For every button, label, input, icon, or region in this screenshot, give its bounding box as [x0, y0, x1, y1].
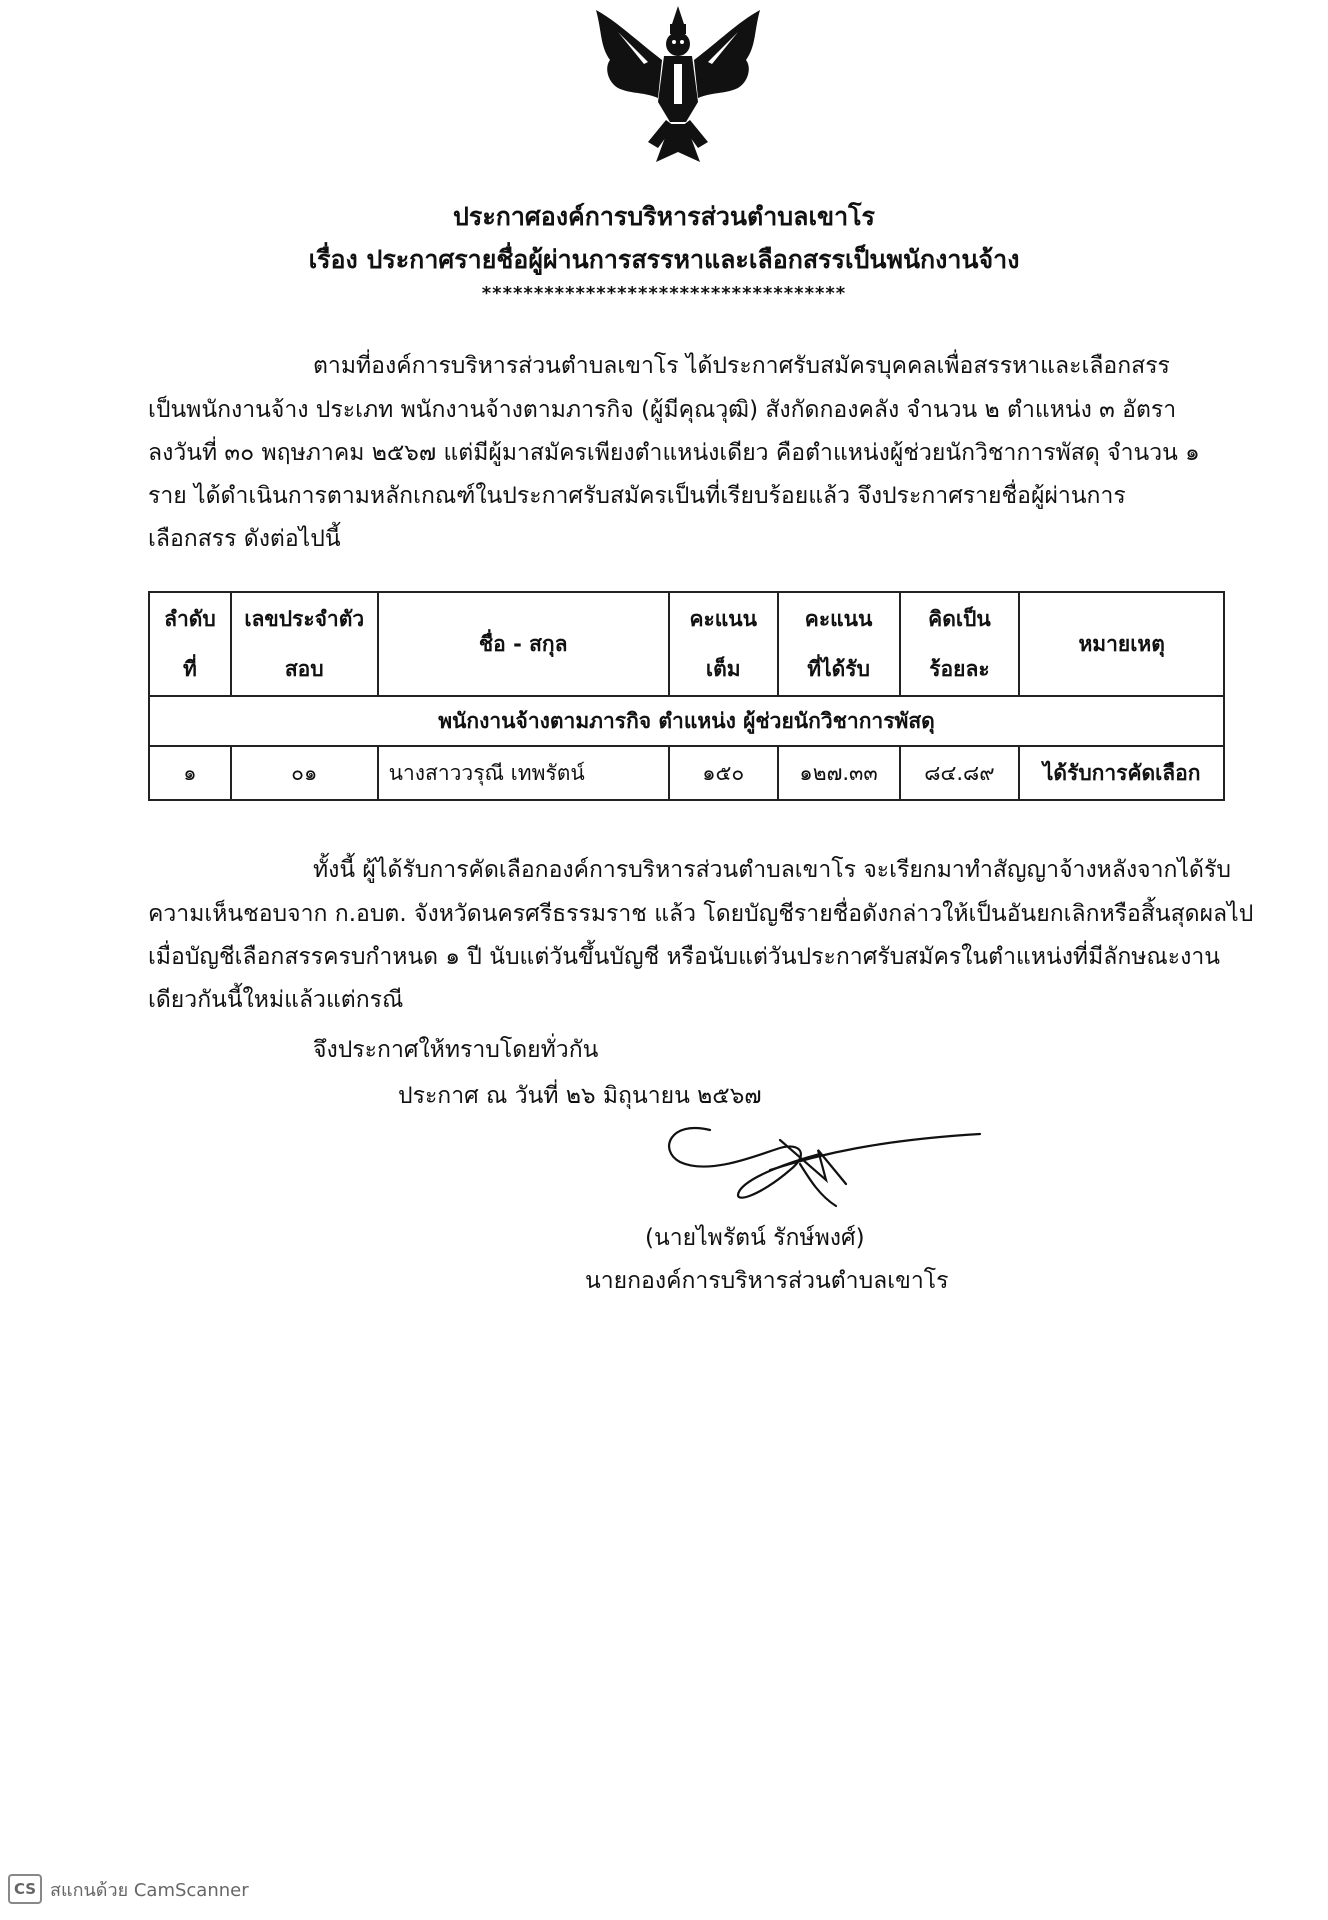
announcement-date: ประกาศ ณ วันที่ ๒๖ มิถุนายน ๒๕๖๗	[398, 1083, 762, 1109]
intro-line-3: ลงวันที่ ๓๐ พฤษภาคม ๒๕๖๗ แต่มีผู้มาสมัครเพียงตำแหน่งเดียว คือตำแหน่งผู้ช่วยนักวิชาการพัสดุ จำนวน ๑	[148, 440, 1200, 466]
header-exam-id	[231, 592, 378, 696]
cell-exam-id: ๐๑	[231, 746, 378, 800]
signer-name: (นายไพรัตน์ รักษ์พงศ์)	[645, 1225, 865, 1251]
header-remark: หมายเหตุ	[1019, 592, 1224, 696]
header-order	[149, 592, 231, 696]
document-subject: เรื่อง ประกาศรายชื่อผู้ผ่านการสรรหาและเลือกสรรเป็นพนักงานจ้าง	[308, 245, 1020, 274]
closing-line-3: เมื่อบัญชีเลือกสรรครบกำหนด ๑ ปี นับแต่วันขึ้นบัญชี หรือนับแต่วันประกาศรับสมัครในตำแหน่งที่มีลักษณะงาน	[148, 944, 1220, 970]
table-header-row	[149, 592, 1224, 696]
intro-line-1: ตามที่องค์การบริหารส่วนตำบลเขาโร ได้ประกาศรับสมัครบุคคลเพื่อสรรหาและเลือกสรร	[313, 353, 1170, 379]
header-order-line2: ที่	[183, 657, 197, 681]
header-full-score-line2: เต็ม	[705, 657, 741, 681]
cell-name: นางสาววรุณี เทพรัตน์	[378, 746, 669, 800]
title-separator: ***********************************	[481, 283, 847, 304]
signer-title: นายกองค์การบริหารส่วนตำบลเขาโร	[585, 1268, 949, 1294]
header-exam-id-line2: สอบ	[284, 657, 324, 681]
scanner-footer-text: สแกนด้วย CamScanner	[50, 1879, 249, 1901]
header-percent	[900, 592, 1020, 696]
closing-line-4: เดียวกันนี้ใหม่แล้วแต่กรณี	[148, 987, 404, 1013]
header-name: ชื่อ - สกุล	[378, 592, 669, 696]
group-label: พนักงานจ้างตามภารกิจ ตำแหน่ง ผู้ช่วยนักวิชาการพัสดุ	[149, 696, 1224, 746]
cell-score: ๑๒๗.๓๓	[778, 746, 900, 800]
cell-percent: ๘๔.๘๙	[900, 746, 1020, 800]
document-title: ประกาศองค์การบริหารส่วนตำบลเขาโร	[453, 202, 875, 231]
closing-line-2: ความเห็นชอบจาก ก.อบต. จังหวัดนครศรีธรรมราช แล้ว โดยบัญชีรายชื่อดังกล่าวให้เป็นอันยกเลิกหรือสิ้นสุดผลไป	[148, 901, 1254, 927]
header-score-line1: คะแนน	[804, 607, 873, 631]
header-score	[778, 592, 900, 696]
intro-line-5: เลือกสรร ดังต่อไปนี้	[148, 526, 341, 552]
table-row	[149, 746, 1224, 800]
header-full-score	[669, 592, 778, 696]
header-full-score-line1: คะแนน	[689, 607, 758, 631]
cell-remark: ได้รับการคัดเลือก	[1019, 746, 1224, 800]
header-score-line2: ที่ได้รับ	[807, 657, 870, 681]
header-percent-line1: คิดเป็น	[928, 607, 991, 631]
camscanner-logo-icon: CS	[8, 1874, 42, 1904]
intro-line-4: ราย ได้ดำเนินการตามหลักเกณฑ์ในประกาศรับสมัครเป็นที่เรียบร้อยแล้ว จึงประกาศรายชื่อผู้ผ่านการ	[148, 483, 1126, 509]
header-exam-id-line1: เลขประจำตัว	[244, 607, 365, 631]
cell-full-score: ๑๕๐	[669, 746, 778, 800]
intro-line-2: เป็นพนักงานจ้าง ประเภท พนักงานจ้างตามภารกิจ (ผู้มีคุณวุฒิ) สังกัดกองคลัง จำนวน ๒ ตำแหน่ง ๓ อัตรา	[148, 397, 1177, 423]
announce-line: จึงประกาศให้ทราบโดยทั่วกัน	[313, 1037, 599, 1063]
scanner-footer	[8, 1874, 249, 1904]
closing-line-1: ทั้งนี้ ผู้ได้รับการคัดเลือกองค์การบริหารส่วนตำบลเขาโร จะเรียกมาทำสัญญาจ้างหลังจากได้รับ	[313, 857, 1231, 883]
signature-mark	[650, 1110, 990, 1220]
header-percent-line2: ร้อยละ	[929, 657, 990, 681]
header-order-line1: ลำดับ	[164, 607, 216, 631]
cell-order: ๑	[149, 746, 231, 800]
table-group-row	[149, 696, 1224, 746]
garuda-emblem-icon	[588, 2, 768, 172]
results-table	[148, 591, 1225, 801]
